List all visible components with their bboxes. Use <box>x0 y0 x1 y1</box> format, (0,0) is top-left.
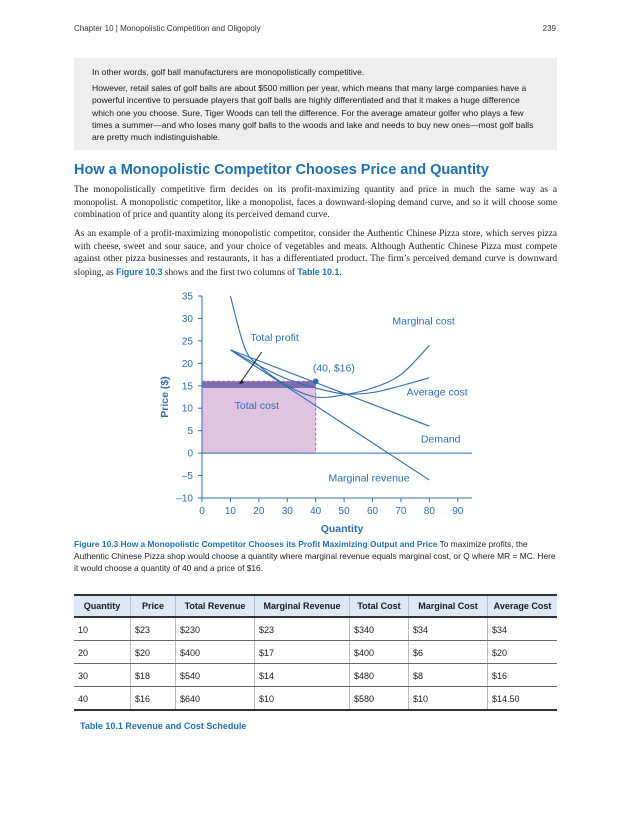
x-axis-label: Quantity <box>320 523 364 535</box>
y-axis-label: Price ($) <box>159 376 171 418</box>
table-cell: $580 <box>350 687 409 711</box>
table-cell: 40 <box>74 687 131 711</box>
table-cell: $400 <box>350 641 409 664</box>
table-cell: $480 <box>350 664 409 687</box>
table-cell: 10 <box>74 617 131 641</box>
x-tick-label: 80 <box>423 506 435 517</box>
table-cell: $6 <box>409 641 488 664</box>
y-tick-label: 15 <box>181 381 193 393</box>
figure-caption-text: To maximize profits, the Authentic Chinese Pizza shop would choose a quantity where marginal revenue equals marginal cost, or Q where MR = MC. Here it would choose a quantity of 40 and a price of $16. <box>74 539 556 573</box>
callout-paragraph-2: However, retail sales of golf balls are about $500 million per year, which means that many large companies have a powerful incentive to persuade players that golf balls are highly differentiated and that it makes a huge difference which one you choose. Sure, Tiger Woods can tell the difference. For the average amateur golfer who plays a few times a summer—and who loses many golf balls to the woods and lake and needs to buy new ones—most golf balls are pretty much indistinguishable. <box>92 83 534 143</box>
paragraph-text: As an example of a profit-maximizing monopolistic competitor, consider the Authentic Chinese Pizza store, which serves pizza with cheese, sweet and sour sauce, and your choice of vegetables and meats. Although Authentic Chinese Pizza must compete against other pizza businesses and restaurants, it has a differentiated product. The firm’s perceived demand curve is downward sloping, as <box>74 229 557 278</box>
paragraph-text: shows and the first two columns of <box>162 267 298 278</box>
table-caption: Table 10.1 Revenue and Cost Schedule <box>80 721 247 731</box>
table-cell: $540 <box>176 664 255 687</box>
equilibrium-point-label: (40, $16) <box>312 362 355 375</box>
total-profit-area <box>202 381 316 388</box>
table-cell: $14 <box>255 664 350 687</box>
column-header: Total Revenue <box>176 595 255 617</box>
x-tick-label: 60 <box>366 506 379 517</box>
table-cell: 20 <box>74 641 131 664</box>
table-cell: $17 <box>255 641 350 664</box>
x-tick-label: 70 <box>395 506 407 517</box>
revenue-cost-table <box>74 594 557 711</box>
chapter-title: Chapter 10 | Monopolistic Competition and Oligopoly <box>74 24 261 33</box>
x-tick-label: 30 <box>281 506 293 517</box>
demand-label: Demand <box>420 433 461 446</box>
column-header: Total Cost <box>350 595 409 617</box>
table-row <box>74 641 557 664</box>
table-row <box>74 687 557 711</box>
table-cell: $10 <box>255 687 350 711</box>
table-cell: $20 <box>488 641 558 664</box>
figure-reference-link[interactable]: Figure 10.3 <box>116 266 163 277</box>
table-cell: $20 <box>131 641 176 664</box>
x-tick-label: 90 <box>452 506 464 517</box>
table-cell: $16 <box>488 664 558 687</box>
x-tick-label: 40 <box>310 506 322 517</box>
table-cell: $10 <box>409 687 488 711</box>
table-row <box>74 617 557 641</box>
figure-caption <box>74 539 557 574</box>
body-paragraph-1: The monopolistically competitive firm decides on its profit-maximizing quantity and price in much the same way as a monopolist. A monopolistic competitor, like a monopolist, faces a downward-sloping demand curve, and so it will choose some combination of price and quantity along its perceived demand curve. <box>74 185 557 220</box>
marginal-revenue-label: Marginal revenue <box>328 472 410 485</box>
equilibrium-point <box>313 378 319 384</box>
y-tick-label: 5 <box>187 426 193 438</box>
section-title: How a Monopolistic Competitor Chooses Price and Quantity <box>74 162 489 178</box>
running-head <box>74 24 556 33</box>
figure-caption-label: Figure 10.3 How a Monopolistic Competitor Chooses its Profit Maximizing Output and Price <box>74 539 438 549</box>
callout-paragraph-1: In other words, golf ball manufacturers are monopolistically competitive. <box>92 67 365 77</box>
column-header: Price <box>131 595 176 617</box>
y-tick-label: –10 <box>176 493 193 505</box>
table-cell: $34 <box>488 617 558 641</box>
y-tick-label: 35 <box>181 291 193 303</box>
table-reference-link[interactable]: Table 10.1 <box>297 266 340 277</box>
y-tick-label: 0 <box>187 448 193 460</box>
column-header: Quantity <box>74 595 131 617</box>
table-cell: $8 <box>409 664 488 687</box>
column-header: Average Cost <box>488 595 558 617</box>
table-cell: $23 <box>255 617 350 641</box>
x-tick-label: 0 <box>199 506 205 517</box>
y-tick-label: 20 <box>181 358 193 370</box>
table-cell: $400 <box>176 641 255 664</box>
table-cell: $340 <box>350 617 409 641</box>
y-tick-label: 25 <box>181 336 193 348</box>
table-cell: 30 <box>74 664 131 687</box>
marginal-cost-label: Marginal cost <box>392 315 455 328</box>
paragraph-text: . <box>339 267 342 278</box>
body-paragraph-2 <box>74 228 557 279</box>
monopolistic-competitor-chart <box>150 288 480 538</box>
x-tick-label: 50 <box>338 506 350 517</box>
total-cost-label: Total cost <box>234 400 280 413</box>
table-cell: $16 <box>131 687 176 711</box>
column-header: Marginal Revenue <box>255 595 350 617</box>
y-tick-label: 30 <box>181 313 193 325</box>
total-profit-label: Total profit <box>250 331 299 344</box>
column-header: Marginal Cost <box>409 595 488 617</box>
x-tick-label: 20 <box>253 506 265 517</box>
table-cell: $23 <box>131 617 176 641</box>
table-row <box>74 664 557 687</box>
table-cell: $34 <box>409 617 488 641</box>
y-tick-label: –5 <box>181 471 193 483</box>
average-cost-label: Average cost <box>406 386 468 399</box>
table-cell: $640 <box>176 687 255 711</box>
callout-box <box>74 58 557 150</box>
table-cell: $14.50 <box>488 687 558 711</box>
total-cost-area <box>202 388 316 453</box>
table-cell: $230 <box>176 617 255 641</box>
table-header-row <box>74 595 557 617</box>
y-tick-label: 10 <box>181 403 193 415</box>
x-tick-label: 10 <box>224 506 236 517</box>
table-cell: $18 <box>131 664 176 687</box>
page-number: 239 <box>542 24 556 33</box>
